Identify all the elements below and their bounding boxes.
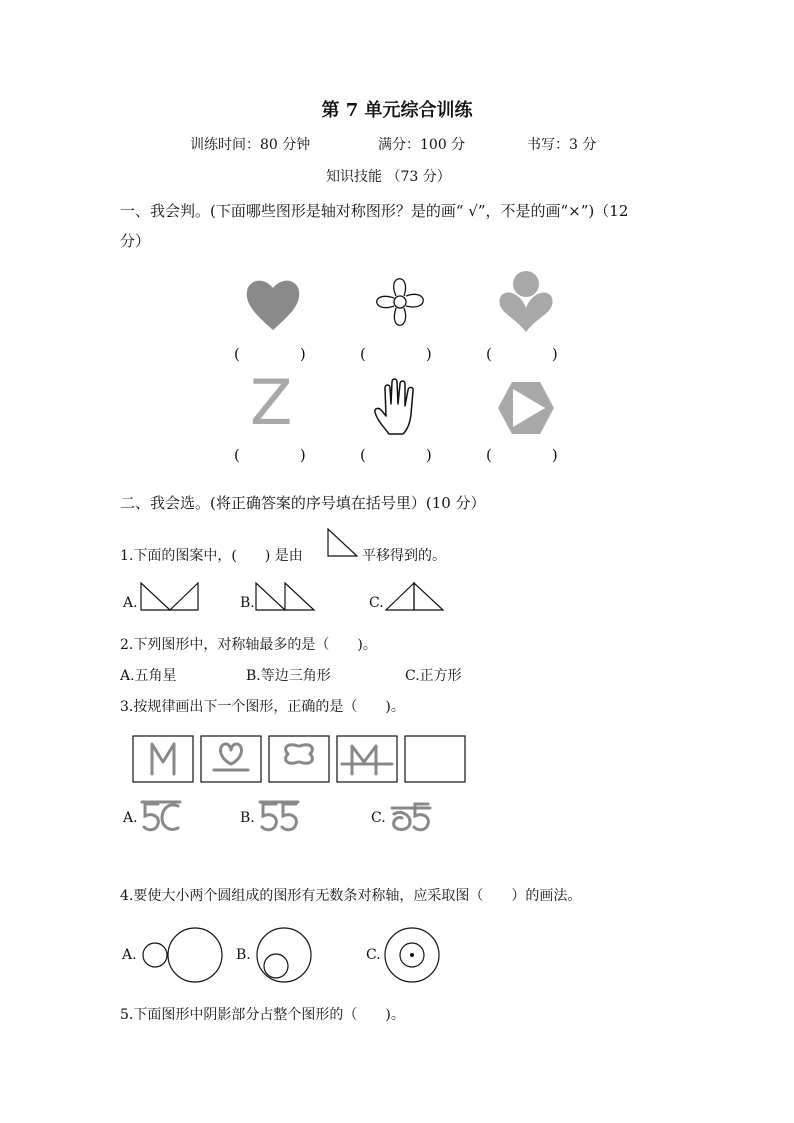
answer-paren-3[interactable]: ( ) [486,345,558,363]
q3-pattern-sequence [130,734,470,784]
answer-paren-2[interactable]: ( ) [360,345,432,363]
q4-option-b-figure [254,926,314,984]
answer-paren-4[interactable]: ( ) [234,446,306,464]
skills-heading: 知识技能 （73 分） [326,169,451,185]
q1-triangle-icon [327,528,359,558]
q3-option-b[interactable]: B. [240,810,255,826]
q4-text: 4.要使大小两个圆组成的图形有无数条对称轴，应采取图（ ）的画法。 [120,888,582,904]
q3-option-b-figure [258,800,300,834]
section2-instruction: 二、我会选。(将正确答案的序号填在括号里）(10 分） [120,494,486,512]
q3-option-c-figure [390,800,432,834]
section1-instruction-cont: 分） [120,232,151,250]
q1-option-c-figure [385,582,445,612]
q1-option-a-figure [140,582,200,612]
q1-option-b[interactable]: B. [240,595,255,611]
q3-option-a[interactable]: A. [123,810,138,826]
q1-option-c[interactable]: C. [369,595,384,611]
q5-text: 5.下面图形中阴影部分占整个图形的（ )。 [120,1007,405,1023]
q2-option-a[interactable]: A.五角星 [120,668,177,684]
q1-text-end: 平移得到的。 [362,548,446,564]
q1-text: 1.下面的图案中，( ) 是由 [120,548,303,564]
q4-option-a-figure [140,926,226,984]
q2-option-c[interactable]: C.正方形 [405,668,462,684]
three-petal-icon [494,268,558,334]
q4-option-a[interactable]: A. [122,947,137,963]
play-hexagon-icon [497,381,555,435]
page-title: 第 7 单元综合训练 [321,100,473,121]
q1-option-b-figure [255,582,315,612]
q3-text: 3.按规律画出下一个图形，正确的是（ )。 [120,699,405,715]
hand-icon [373,376,427,436]
q1-option-a[interactable]: A. [123,595,138,611]
q3-option-c[interactable]: C. [371,810,386,826]
pinwheel-flower-icon [368,270,432,334]
q4-option-c-figure [382,926,442,984]
full-score-info: 满分：100 分 [378,137,466,153]
q4-option-b[interactable]: B. [236,947,251,963]
answer-paren-5[interactable]: ( ) [360,446,432,464]
q2-option-b[interactable]: B.等边三角形 [246,668,331,684]
q3-option-a-figure [140,800,182,834]
writing-score-info: 书写：3 分 [527,137,597,153]
answer-paren-1[interactable]: ( ) [234,345,306,363]
section1-instruction: 一、我会判。(下面哪些图形是轴对称图形？是的画“ √”，不是的画“×”)（12 [120,202,629,220]
answer-paren-6[interactable]: ( ) [486,446,558,464]
time-info: 训练时间：80 分钟 [190,137,311,153]
heart-icon [245,276,301,332]
letter-z-icon: Z [250,366,293,439]
q4-option-c[interactable]: C. [366,947,381,963]
q2-text: 2.下列图形中，对称轴最多的是（ )。 [120,637,377,653]
